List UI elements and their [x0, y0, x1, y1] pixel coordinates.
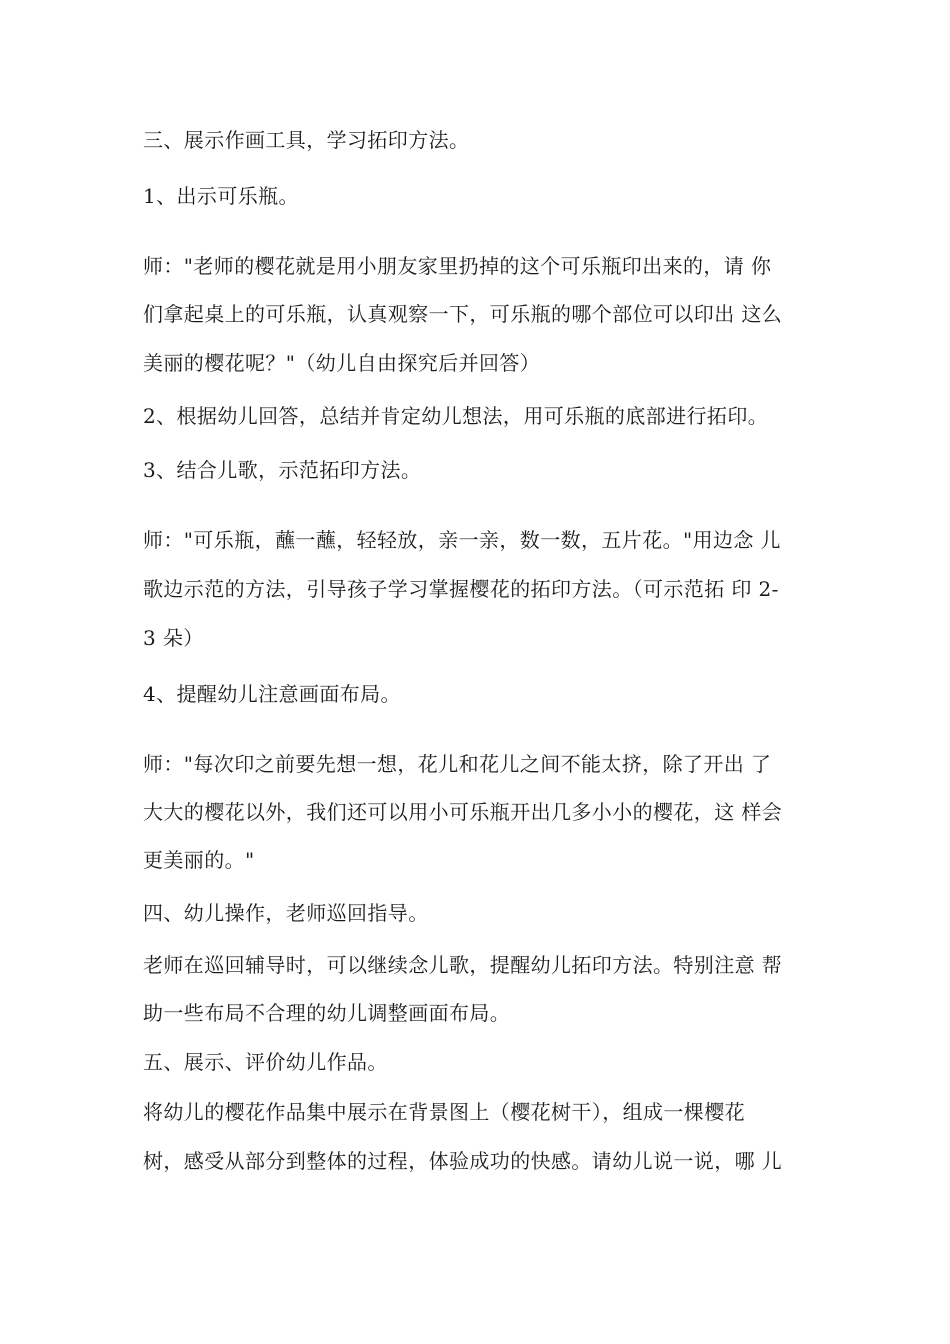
- teacher-quote-2-line-3: 3 朵）: [143, 626, 204, 650]
- section-heading-4: 四、幼儿操作，老师巡回指导。: [143, 901, 429, 925]
- step-3: 3、结合儿歌，示范拓印方法。: [143, 458, 422, 482]
- step-1: 1、出示可乐瓶。: [143, 184, 299, 208]
- teacher-quote-1-line-3: 美丽的樱花呢？"（幼儿自由探究后并回答）: [143, 351, 541, 375]
- guidance-line-1: 老师在巡回辅导时，可以继续念儿歌，提醒幼儿拓印方法。特别注意 帮: [143, 953, 783, 977]
- display-line-2: 树，感受从部分到整体的过程，体验成功的快感。请幼儿说一说，哪 儿: [143, 1149, 783, 1173]
- teacher-quote-2-line-2: 歌边示范的方法，引导孩子学习掌握樱花的拓印方法。（可示范拓 印 2-: [143, 577, 779, 601]
- teacher-quote-2-line-1: 师："可乐瓶，蘸一蘸，轻轻放，亲一亲，数一数，五片花。"用边念 儿: [143, 528, 781, 552]
- section-heading-3: 三、展示作画工具，学习拓印方法。: [143, 128, 470, 152]
- display-line-1: 将幼儿的樱花作品集中展示在背景图上（樱花树干），组成一棵樱花: [143, 1100, 745, 1124]
- teacher-quote-3-line-3: 更美丽的。": [143, 848, 255, 872]
- guidance-line-2: 助一些布局不合理的幼儿调整画面布局。: [143, 1001, 511, 1025]
- step-2: 2、根据幼儿回答，总结并肯定幼儿想法，用可乐瓶的底部进行拓印。: [143, 404, 769, 428]
- teacher-quote-3-line-1: 师："每次印之前要先想一想，花儿和花儿之间不能太挤，除了开出 了: [143, 752, 772, 776]
- teacher-quote-1-line-1: 师："老师的樱花就是用小朋友家里扔掉的这个可乐瓶印出来的，请 你: [143, 254, 772, 278]
- section-heading-5: 五、展示、评价幼儿作品。: [143, 1050, 388, 1074]
- teacher-quote-1-line-2: 们拿起桌上的可乐瓶，认真观察一下，可乐瓶的哪个部位可以印出 这么: [143, 302, 783, 326]
- teacher-quote-3-line-2: 大大的樱花以外，我们还可以用小可乐瓶开出几多小小的樱花，这 样会: [143, 800, 783, 824]
- step-4: 4、提醒幼儿注意画面布局。: [143, 682, 401, 706]
